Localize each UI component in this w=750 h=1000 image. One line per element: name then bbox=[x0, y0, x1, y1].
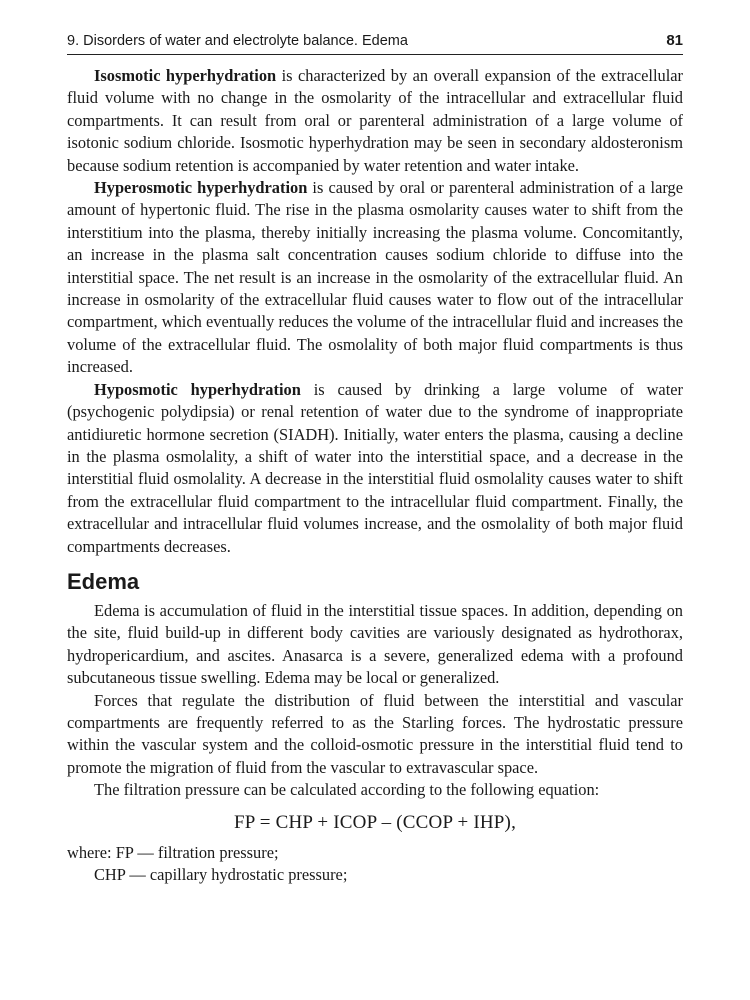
where-line: where: FP — filtration pressure; bbox=[67, 842, 279, 862]
filtration-equation: FP = CHP + ICOP – (CCOP + IHP), bbox=[233, 811, 517, 833]
paragraph-starling-forces: Forces that regulate the distribution of fluid between the interstitial and vascular compartments are frequently referred to as the Starling forces. The hydrostatic pressure within the vascular system and the colloid-osmotic pressure in the interstitial fluid tend to promote the migration of fluid from the vascular to extravascular space. bbox=[67, 690, 683, 777]
paragraph-filtration-intro: The filtration pressure can be calculated according to the following equation: bbox=[94, 780, 600, 800]
paragraph-hyposmotic bbox=[67, 379, 683, 558]
term-isosmotic: Isosmotic hyperhydration bbox=[94, 66, 277, 85]
definition-chp: CHP — capillary hydrostatic pressure; bbox=[94, 865, 348, 884]
term-hyperosmotic: Hyperosmotic hyperhydration bbox=[94, 178, 308, 198]
paragraph-edema-definition: Edema is accumulation of fluid in the interstitial tissue spaces. In addition, depending on the site, fluid build-up in different body cavities are variously designated as hydrothorax, hydropericardium, and ascites. Anasarca is a severe, generalized edema with a profound subcutaneous tissue swelling. Edema may be local or generalized. bbox=[67, 600, 683, 688]
page-body bbox=[67, 65, 683, 886]
page-number: 81 bbox=[666, 32, 683, 49]
paragraph-text: is caused by oral or parenteral administration of a large amount of hypertonic fluid. The rise in the plasma osmolarity causes water to shift from the interstitium into the plasma, thereby initially increasing the plasma volume. Concomitantly, an increase in the plasma salt concentration causes sodium chloride to diffuse into the interstitial space. The net result is an increase in the osmolarity of the extracellular fluid. An increase in osmolarity of the extracellular fluid causes water to flow out of the intracellular compartment, which eventually reduces the volume of the intracellular fluid and increases the volume of the extracellular fluid. The osmolality of both major fluid compartments is thus increased. bbox=[67, 178, 683, 377]
paragraph-isosmotic bbox=[67, 65, 683, 177]
paragraph-text: is characterized by an overall expansion of the extracellular fluid volume with no change in the osmolarity of the intracellular and extracellular fluid compartments. It can result from oral or parenteral administration of a large volume of isotonic sodium chloride. Isosmotic hyperhydration may be seen in secondary aldosteronism because sodium retention is accompanied by water retention and water intake. bbox=[67, 66, 683, 175]
paragraph-hyperosmotic bbox=[67, 177, 683, 379]
chapter-title: 9. Disorders of water and electrolyte balance. Edema bbox=[67, 33, 408, 49]
running-header bbox=[67, 30, 683, 55]
paragraph-text: is caused by drinking a large volume of water (psychogenic polydipsia) or renal retention of water due to the syndrome of inappropriate antidiuretic hormone secretion (SIADH). Initially, water enters the plasma, causing a decline in the plasma osmolality, a shift of water into the interstitial space, and a decrease in the interstitial fluid osmolality. A decrease in the interstitial fluid osmolality causes water to shift from the extracellular fluid compartment to the intracellular fluid compartment. Finally, the extracellular and intracellular fluid volumes increase, and the osmolality of both major fluid compartments decreases. bbox=[67, 379, 683, 556]
section-heading-edema: Edema bbox=[67, 568, 140, 594]
term-hyposmotic: Hyposmotic hyperhydration bbox=[94, 379, 301, 399]
